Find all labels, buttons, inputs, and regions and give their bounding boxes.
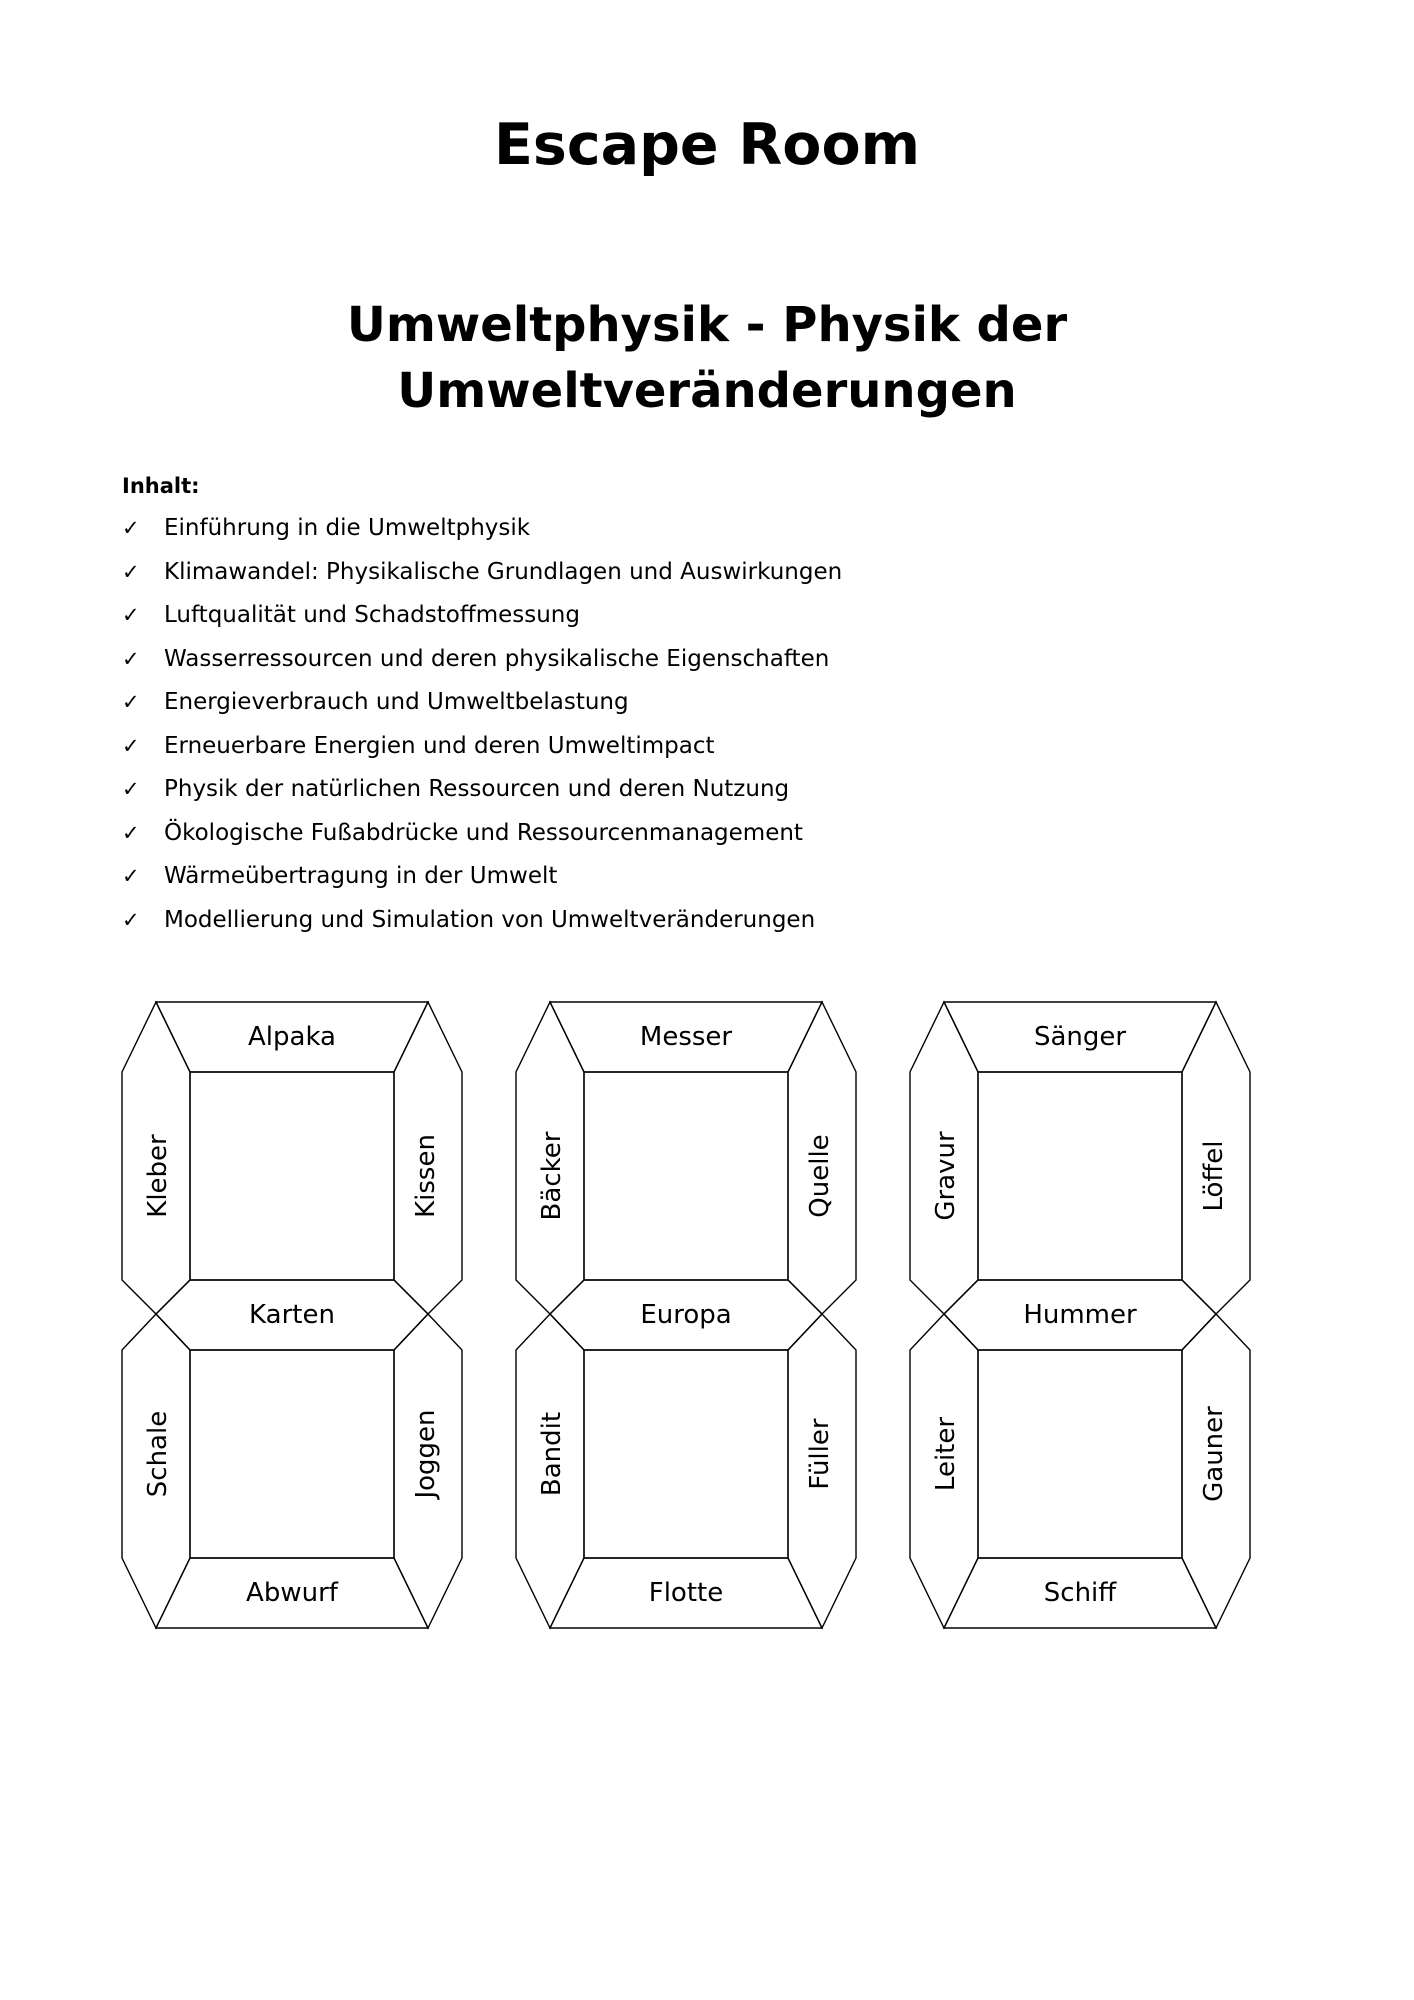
puzzle-word-upper-right: Löffel bbox=[1199, 1140, 1229, 1212]
puzzle-word-upper-right: Kissen bbox=[411, 1134, 441, 1218]
list-item-text: Modellierung und Simulation von Umweltveränderungen bbox=[164, 906, 816, 933]
check-icon: ✓ bbox=[122, 646, 140, 671]
list-item-text: Wärmeübertragung in der Umwelt bbox=[164, 863, 558, 889]
square-upper bbox=[584, 1072, 788, 1280]
check-icon: ✓ bbox=[122, 777, 140, 801]
check-icon: ✓ bbox=[122, 559, 140, 584]
check-icon: ✓ bbox=[122, 820, 140, 845]
list-item-text: Wasserressourcen und deren physikalische Eigenschaften bbox=[164, 645, 830, 672]
square-lower bbox=[190, 1350, 394, 1558]
list-item-text: Physik der natürlichen Ressourcen und deren Nutzung bbox=[164, 776, 790, 802]
square-lower bbox=[584, 1350, 788, 1558]
puzzle-word-middle: Europa bbox=[640, 1300, 732, 1330]
content-label: Inhalt: bbox=[122, 474, 200, 498]
puzzle-word-upper-left: Kleber bbox=[143, 1134, 173, 1218]
puzzle-word-lower-left: Bandit bbox=[537, 1411, 567, 1497]
list-item-text: Einführung in die Umweltphysik bbox=[164, 515, 531, 541]
puzzle-word-upper-right: Quelle bbox=[805, 1134, 835, 1218]
square-upper bbox=[978, 1072, 1182, 1280]
puzzle-word-middle: Hummer bbox=[1023, 1300, 1137, 1330]
puzzle-word-lower-left: Leiter bbox=[931, 1416, 961, 1492]
check-icon: ✓ bbox=[122, 603, 140, 627]
list-item-text: Luftqualität und Schadstoffmessung bbox=[164, 602, 580, 628]
puzzle-word-bottom: Abwurf bbox=[246, 1578, 338, 1608]
puzzle-word-bottom: Schiff bbox=[1043, 1578, 1117, 1608]
puzzle-word-lower-right: Füller bbox=[805, 1418, 835, 1490]
puzzle-word-upper-left: Gravur bbox=[931, 1131, 961, 1221]
list-item-text: Erneuerbare Energien und deren Umweltimpact bbox=[164, 732, 715, 759]
check-icon: ✓ bbox=[122, 516, 140, 540]
puzzle-word-top: Alpaka bbox=[248, 1022, 336, 1052]
check-icon: ✓ bbox=[122, 864, 140, 888]
subtitle-line-2: Umweltveränderungen bbox=[397, 363, 1017, 419]
puzzle-word-upper-left: Bäcker bbox=[537, 1131, 567, 1221]
list-item-text: Energieverbrauch und Umweltbelastung bbox=[164, 689, 629, 715]
list-item-text: Ökologische Fußabdrücke und Ressourcenmanagement bbox=[164, 819, 803, 846]
puzzle-word-lower-right: Joggen bbox=[411, 1409, 441, 1499]
puzzle-word-lower-left: Schale bbox=[143, 1410, 173, 1498]
check-icon: ✓ bbox=[122, 733, 140, 758]
check-icon: ✓ bbox=[122, 690, 140, 714]
puzzle-word-top: Messer bbox=[639, 1022, 733, 1052]
square-lower bbox=[978, 1350, 1182, 1558]
puzzle-word-top: Sänger bbox=[1033, 1022, 1127, 1052]
list-item-text: Klimawandel: Physikalische Grundlagen und Auswirkungen bbox=[164, 558, 843, 585]
page-title: Escape Room bbox=[493, 112, 921, 178]
check-icon: ✓ bbox=[122, 907, 140, 932]
square-upper bbox=[190, 1072, 394, 1280]
puzzle-word-lower-right: Gauner bbox=[1199, 1406, 1229, 1502]
subtitle-line-1: Umweltphysik - Physik der bbox=[346, 297, 1068, 353]
puzzle-word-bottom: Flotte bbox=[648, 1578, 724, 1608]
puzzle-word-middle: Karten bbox=[249, 1300, 335, 1330]
